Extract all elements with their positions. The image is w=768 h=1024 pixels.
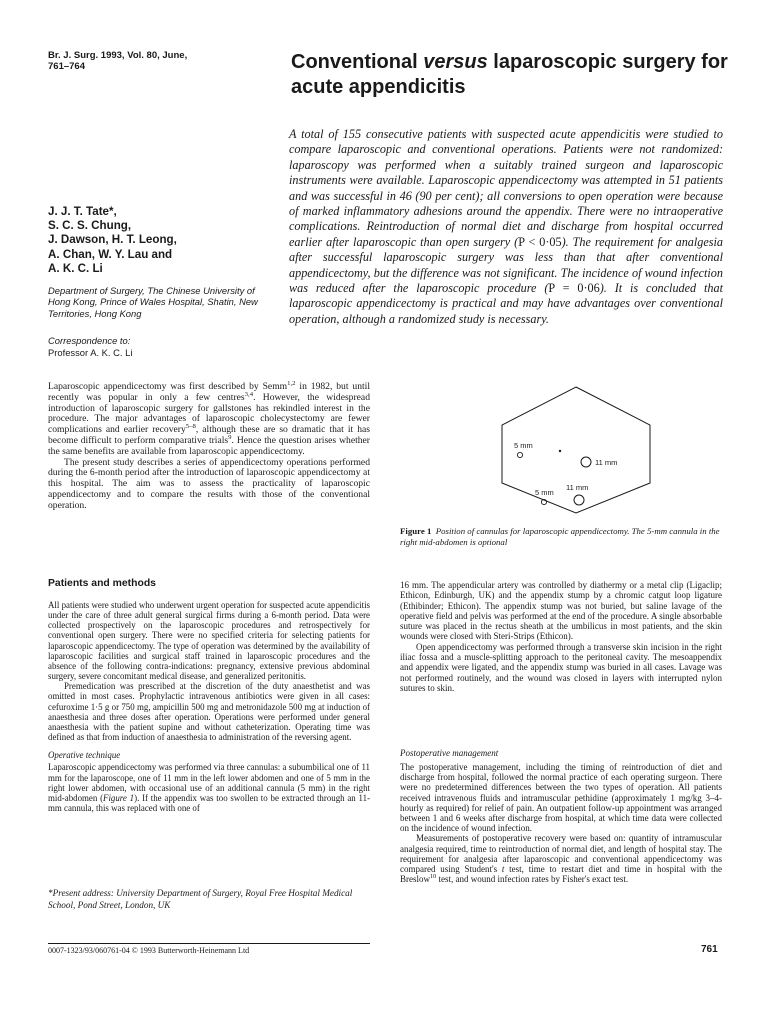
right-column-text-1 <box>400 580 722 693</box>
right-text: test, time to restart diet and time in hospital with the Breslow <box>400 864 723 885</box>
abstract-p-value-1: P < 0·05 <box>518 234 562 249</box>
footer-divider <box>48 943 370 944</box>
author-line: A. K. C. Li <box>48 261 103 275</box>
right-paragraph-1: 16 mm. The appendicular artery was controlled by diathermy or a metal clip (Ligaclip; Ethicon, Edinburgh, UK) and the appendix stump by a chromic catgut loop ligature (Ethibinder; Ethicon). The appendix stump was not buried, but saline lavage of the operative field and pelvis was performed at the end of the procedure. A single absorbable suture was placed in the rectus sheath at the umbilicus in most patients, and the skin wounds were closed with Steri-Strips (Ethicon). <box>400 580 722 642</box>
methods-paragraph-2: Premedication was prescribed at the discretion of the duty anaesthetist and was omitted in most cases. Prophylactic intravenous antibiotics were given in all cases: cefuroxime 1·5 g or 750 mg, ampicillin 500 mg and metronidazole 500 mg at induction of anaesthesia and three doses after operation. Operations were performed under general anaesthesia with the patient supine and without catheterization. Operating time was defined as that from induction of anaesthesia to administration of the reversing agent. <box>48 681 370 743</box>
citation-line-2: 761–764 <box>48 61 85 72</box>
affiliation: Department of Surgery, The Chinese University of Hong Kong, Prince of Wales Hospital, Shatin, New Territories, Hong Kong <box>48 285 258 319</box>
author-line: J. Dawson, H. T. Leong, <box>48 233 177 247</box>
cannula-5mm-right-mid <box>517 452 522 457</box>
citation-ref: 3,4 <box>244 390 254 398</box>
journal-citation <box>48 50 248 72</box>
page-number: 761 <box>701 944 718 955</box>
label-11mm-bottom: 11 mm <box>566 483 589 492</box>
intro-text: Laparoscopic appendicectomy was first described by Semm <box>48 381 288 392</box>
label-11mm-right: 11 mm <box>595 458 618 467</box>
author-list <box>48 205 278 276</box>
right-text: Measurements of postoperative recovery were based on: quantity of intramuscular analgesia required, time to reintroduction of normal diet, and length of hospital stay. The requirement for analgesia after laparoscopic and conventional appendicectomy was compared using Student's <box>400 833 722 875</box>
figure-caption-text: Position of cannulas for laparoscopic appendicectomy. The 5-mm cannula in the right mid-abdomen is optional <box>400 526 720 548</box>
citation-ref: 1,2 <box>287 379 296 387</box>
correspondence-label: Correspondence to: <box>48 335 131 346</box>
intro-text: in 1982, but until recently was popular in only a few centres <box>48 381 370 403</box>
methods-text: Laparoscopic appendicectomy was performed via three cannulas: a subumbilical one of 11 mm for the laparoscope, one of 11 mm in the left lower abdomen and one of 5 mm in the right lower abdomen, with occasional use of an additional cannula (5 mm) in the right mid-abdomen ( <box>48 762 370 803</box>
section-heading-methods: Patients and methods <box>48 578 156 589</box>
author-line: J. J. T. Tate*, <box>48 205 117 218</box>
right-text-italic: t <box>501 864 505 875</box>
introduction <box>48 379 370 512</box>
title-part-2: laparoscopic surgery for acute appendicitis <box>291 51 728 98</box>
abstract-text-1: A total of 155 consecutive patients with suspected acute appendicitis were studied to compare laparoscopic and conventional operations. Patients were not randomized: laparoscopy was performed when a suitably trained surgeon and laparoscopic instruments were available. Laparoscopic appendicectomy was attempted in 51 patients and was successful in 46 (90 per cent); all conversions to open operation were because of marked inflammatory adhesions around the appendix. There were no intraoperative complications. Reintroduction of normal diet and discharge from hospital occurred earlier after laparoscopic than open surgery ( <box>289 127 723 249</box>
author-line: A. Chan, W. Y. Lau and <box>48 247 173 261</box>
right-paragraph-2: Open appendicectomy was performed through a transverse skin incision in the right iliac fossa and a muscle-splitting approach to the peritoneal cavity. The mesoappendix and appendix were ligated, and the appendix stump was buried in all cases. Lavage was not performed routinely, and the wound was closed in layers with interrupted nylon sutures to skin. <box>400 641 722 693</box>
figure-caption-label: Figure 1 <box>400 526 432 536</box>
intro-paragraph-1 <box>48 379 370 458</box>
methods-section <box>48 600 370 813</box>
right-column-text-2 <box>400 762 722 884</box>
methods-paragraph-3 <box>48 762 370 813</box>
title-part-1: Conventional <box>291 51 424 73</box>
citation-ref: 9 <box>228 433 232 441</box>
paper-title <box>291 50 731 100</box>
label-5mm-left: 5 mm <box>514 441 533 450</box>
cannula-11mm-left-lower <box>574 495 584 505</box>
abstract-p-value-2: P = 0·06 <box>548 281 600 296</box>
abdomen-outline <box>502 387 650 513</box>
subheading-postoperative-management: Postoperative management <box>400 748 499 758</box>
abstract <box>289 127 723 327</box>
citation-line-1: Br. J. Surg. 1993, Vol. 80, June, <box>48 50 188 61</box>
subheading-operative-technique: Operative technique <box>48 750 121 761</box>
citation-ref: 10 <box>430 873 437 881</box>
figure-1-diagram <box>499 385 653 515</box>
right-paragraph-3: The postoperative management, including the timing of reintroduction of diet and discharge from hospital, followed the normal practice of each operating surgeon. There were no predetermined differences between the two types of operation. All patients received intravenous fluids and intramuscular pethidine (approximately 1 mg/kg 3–4-hourly as required) for relief of pain. An outpatient follow-up appointment was arranged between 1 and 6 weeks after discharge from hospital, at which time data were collected on the incidence of wound infection. <box>400 762 722 834</box>
abstract-text-2: ). The requirement for analgesia after successful laparoscopic surgery was less than that after conventional appendicectomy, but the difference was not significant. The incidence of wound infection was reduced after the laparoscopic procedure ( <box>289 234 723 296</box>
intro-text: . Hence the question arises whether the same benefits are available from laparoscopic appendicectomy. <box>48 434 370 457</box>
intro-text: , although these are so dramatic that it has become difficult to perform comparative trials <box>48 424 370 446</box>
intro-paragraph-2: The present study describes a series of appendicectomy operations performed during the 6-month period after the introduction of laparoscopic appendicectomy at this hospital. The aim was to assess the practicality of laparoscopic appendicectomy and to compare the results with those of the conventional operation. <box>48 456 370 511</box>
intro-text: . However, the widespread introduction of laparoscopic surgery for gallstones has rekindled interest in the procedure. The major advantages of laparoscopic cholecystectomy are fewer complications and earlier recovery <box>48 391 370 436</box>
abstract-text-3: ). It is concluded that laparoscopic appendicectomy is practical and may have advantages over conventional operation, although a randomized study is necessary. <box>289 281 723 326</box>
footer-copyright: 0007-1323/93/060761-04 © 1993 Butterworth-Heinemann Ltd <box>48 946 250 955</box>
figure-1-caption <box>400 526 722 548</box>
title-italic: versus <box>423 51 488 73</box>
cannula-11mm-subumbilical <box>581 457 591 467</box>
author-line: S. C. S. Chung, <box>48 219 132 233</box>
umbilicus-marker <box>559 450 561 452</box>
methods-paragraph-1: All patients were studied who underwent urgent operation for suspected acute appendicitis under the care of three adult general surgical firms during a 6-month period. Data were collected prospectively on the laparoscopic procedures and retrospectively for conventional open surgery. There were no specified criteria for selecting patients for laparoscopic appendicectomy. The type of operation was determined by the availability of laparoscopic facilities and surgical staff trained in laparoscopic procedures and the absence of the following contra-indications: pregnancy, extensive previous abdominal surgery, severe concomitant medical disease, and generalized peritonitis. <box>48 600 370 682</box>
label-5mm-bottom: 5 mm <box>535 488 554 497</box>
right-paragraph-4 <box>400 833 722 884</box>
figure-reference: Figure 1 <box>103 792 135 803</box>
right-text: test, and wound infection rates by Fisher's exact test. <box>436 874 629 885</box>
footnote: *Present address: University Department of Surgery, Royal Free Hospital Medical School, Pond Street, London, UK <box>48 888 353 910</box>
methods-text: ). If the appendix was too swollen to be extracted through an 11-mm cannula, this was replaced with one of <box>48 792 371 813</box>
correspondence-name: Professor A. K. C. Li <box>48 347 133 358</box>
citation-ref: 5–8 <box>185 423 196 430</box>
